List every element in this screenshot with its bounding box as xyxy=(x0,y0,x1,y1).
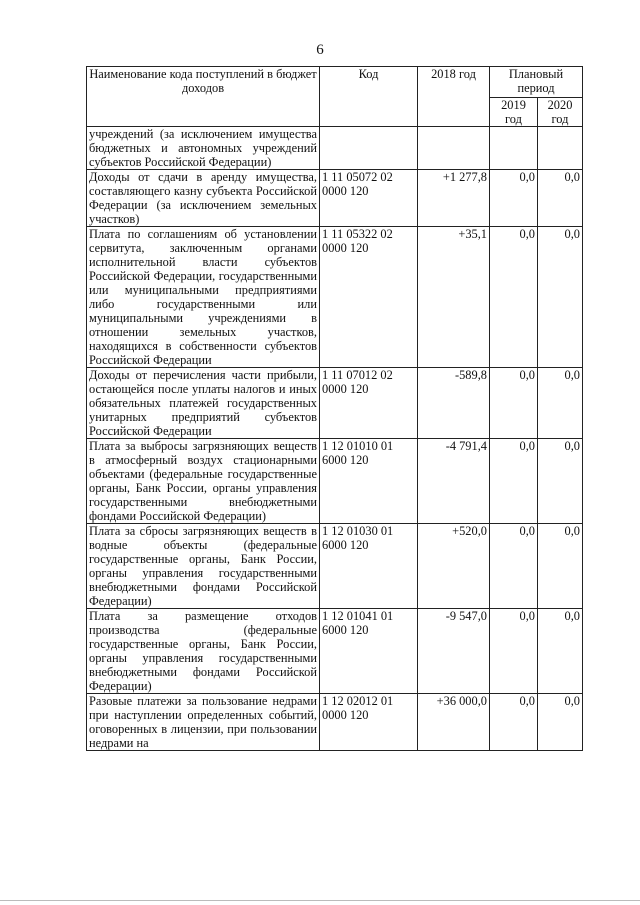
page-bottom-rule xyxy=(0,900,640,901)
row-name: Плата за сбросы загрязняющих веществ в водные объекты (федеральные государственные органы, Банк России, органы управления государственными внебюджетными фондами Российской Федерации) xyxy=(87,524,320,609)
row-2020: 0,0 xyxy=(538,694,583,751)
row-code: 1 12 01041 01 6000 120 xyxy=(320,609,418,694)
row-name: учреждений (за исключением имущества бюджетных и автономных учреждений субъектов Российской Федерации) xyxy=(87,127,320,170)
row-2019: 0,0 xyxy=(490,227,538,368)
page-number: 6 xyxy=(316,42,324,58)
header-2018: 2018 год xyxy=(418,67,490,127)
row-name: Доходы от сдачи в аренду имущества, составляющего казну субъекта Российской Федерации (за исключением земельных участков) xyxy=(87,170,320,227)
row-2018 xyxy=(418,127,490,170)
row-2018: -9 547,0 xyxy=(418,609,490,694)
header-name: Наименование кода поступлений в бюджет доходов xyxy=(87,67,320,127)
row-2020: 0,0 xyxy=(538,227,583,368)
header-planned-period: Плановый период xyxy=(490,67,583,98)
table-row xyxy=(87,524,583,609)
row-2018: -4 791,4 xyxy=(418,439,490,524)
header-2020: 2020 год xyxy=(538,98,583,127)
row-name: Плата за выбросы загрязняющих веществ в атмосферный воздух стационарными объектами (федеральные государственные органы, Банк России, органы управления государственными внебюджетными фондами Российской Федерации) xyxy=(87,439,320,524)
table-row xyxy=(87,127,583,170)
row-code: 1 11 05072 02 0000 120 xyxy=(320,170,418,227)
table-row xyxy=(87,368,583,439)
row-2019: 0,0 xyxy=(490,170,538,227)
row-name: Доходы от перечисления части прибыли, остающейся после уплаты налогов и иных обязательных платежей государственных унитарных предприятий субъектов Российской Федерации xyxy=(87,368,320,439)
header-2019: 2019 год xyxy=(490,98,538,127)
row-name: Плата за размещение отходов производства (федеральные государственные органы, Банк России, органы управления государственными внебюджетными фондами Российской Федерации) xyxy=(87,609,320,694)
row-2020: 0,0 xyxy=(538,368,583,439)
row-code: 1 11 07012 02 0000 120 xyxy=(320,368,418,439)
row-2018: +35,1 xyxy=(418,227,490,368)
row-code: 1 12 01030 01 6000 120 xyxy=(320,524,418,609)
row-2018: +36 000,0 xyxy=(418,694,490,751)
row-2019: 0,0 xyxy=(490,524,538,609)
row-2019: 0,0 xyxy=(490,609,538,694)
row-code xyxy=(320,127,418,170)
row-2018: +1 277,8 xyxy=(418,170,490,227)
header-code: Код xyxy=(320,67,418,127)
table-row xyxy=(87,609,583,694)
row-2019 xyxy=(490,127,538,170)
row-2019: 0,0 xyxy=(490,694,538,751)
row-code: 1 11 05322 02 0000 120 xyxy=(320,227,418,368)
row-code: 1 12 02012 01 0000 120 xyxy=(320,694,418,751)
row-2019: 0,0 xyxy=(490,439,538,524)
row-2020: 0,0 xyxy=(538,524,583,609)
row-2018: -589,8 xyxy=(418,368,490,439)
table-row xyxy=(87,694,583,751)
row-2020: 0,0 xyxy=(538,609,583,694)
row-name: Разовые платежи за пользование недрами при наступлении определенных событий, оговоренных в лицензии, при пользовании недрами на xyxy=(87,694,320,751)
row-2020 xyxy=(538,127,583,170)
table-row xyxy=(87,170,583,227)
row-2018: +520,0 xyxy=(418,524,490,609)
row-2020: 0,0 xyxy=(538,170,583,227)
row-2020: 0,0 xyxy=(538,439,583,524)
row-code: 1 12 01010 01 6000 120 xyxy=(320,439,418,524)
budget-table xyxy=(86,66,583,751)
table-body xyxy=(87,127,583,751)
row-2019: 0,0 xyxy=(490,368,538,439)
row-name: Плата по соглашениям об установлении сервитута, заключенным органами исполнительной власти субъектов Российской Федерации, государственными или муниципальными предприятиями либо государственными или муниципальными учреждениями в отношении земельных участков, находящихся в собственности субъектов Российской Федерации xyxy=(87,227,320,368)
table-row xyxy=(87,439,583,524)
table-row xyxy=(87,227,583,368)
